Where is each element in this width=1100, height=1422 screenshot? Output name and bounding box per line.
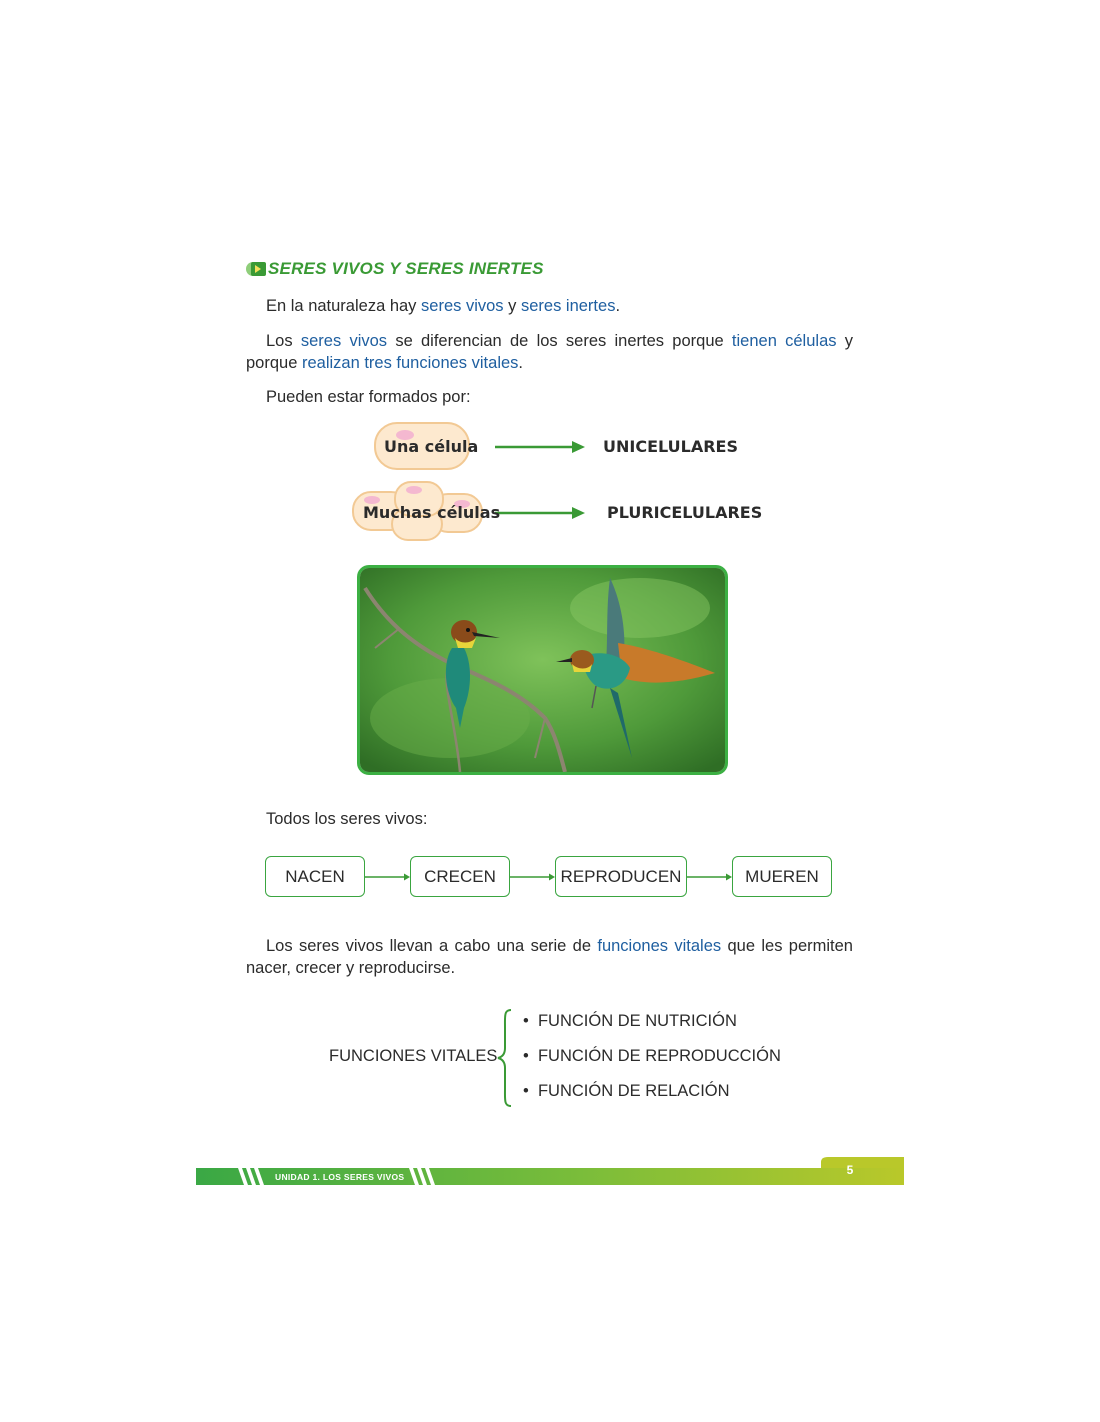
text-run: . (615, 297, 621, 315)
text-run: se diferencian de los seres inertes porque (387, 332, 732, 350)
cell-label-single: Una célula (384, 437, 479, 456)
highlight-funciones-vitales: realizan tres funciones vitales (301, 354, 519, 372)
curly-brace-icon (496, 1008, 516, 1108)
lifecycle-arrows (365, 870, 735, 884)
result-unicelulares: UNICELULARES (603, 437, 738, 456)
section-bullet-icon (246, 262, 266, 276)
text-run: y porque (246, 332, 854, 372)
cell-label-many: Muchas células (363, 503, 501, 522)
all-living-paragraph: Todos los seres vivos: (266, 810, 428, 828)
vital-function-item: • FUNCIÓN DE NUTRICIÓN (523, 1012, 737, 1030)
highlight-seres-vivos: seres vivos (421, 297, 504, 315)
arrow-pluricelulares (495, 507, 585, 519)
highlight-tienen-celulas: tienen células (731, 332, 837, 350)
text-run: Los seres vivos llevan a cabo una serie de (266, 937, 598, 955)
lifecycle-box-reproducen: REPRODUCEN (555, 856, 687, 897)
definition-paragraph (246, 330, 853, 374)
footer-unit-title: UNIDAD 1. LOS SERES VIVOS (275, 1172, 405, 1182)
text-run: En la naturaleza hay (266, 297, 422, 315)
vital-function-text: FUNCIÓN DE RELACIÓN (537, 1082, 730, 1100)
text-run: que les permiten nacer, crecer y reproducirse. (246, 937, 853, 977)
vital-function-item: • FUNCIÓN DE REPRODUCCIÓN (523, 1047, 781, 1065)
vital-function-text: FUNCIÓN DE NUTRICIÓN (537, 1012, 737, 1030)
bee-eaters-photo (357, 565, 728, 775)
text-run: Los (266, 332, 301, 350)
lifecycle-box-mueren: MUEREN (732, 856, 832, 897)
lifecycle-box-nacen: NACEN (265, 856, 365, 897)
highlight-seres-vivos: seres vivos (300, 332, 388, 350)
vital-function-item: • FUNCIÓN DE RELACIÓN (523, 1082, 730, 1100)
page-number: 5 (846, 1163, 854, 1177)
result-pluricelulares: PLURICELULARES (607, 503, 763, 522)
lifecycle-box-crecen: CRECEN (410, 856, 510, 897)
highlight-seres-inertes: seres inertes (520, 297, 616, 315)
text-run: . (518, 354, 524, 372)
vital-functions-label: FUNCIONES VITALES (329, 1047, 498, 1065)
arrow-icon (687, 874, 732, 881)
formed-by-paragraph: Pueden estar formados por: (266, 388, 471, 406)
arrow-icon (510, 874, 555, 881)
arrow-unicelulares (495, 441, 585, 453)
arrow-icon (365, 874, 410, 881)
highlight-funciones-vitales: funciones vitales (597, 937, 722, 955)
section-title: SERES VIVOS Y SERES INERTES (268, 259, 544, 278)
text-run: y (503, 297, 521, 315)
vital-functions-paragraph (246, 935, 853, 979)
vital-function-text: FUNCIÓN DE REPRODUCCIÓN (537, 1047, 781, 1065)
intro-paragraph (266, 295, 866, 317)
